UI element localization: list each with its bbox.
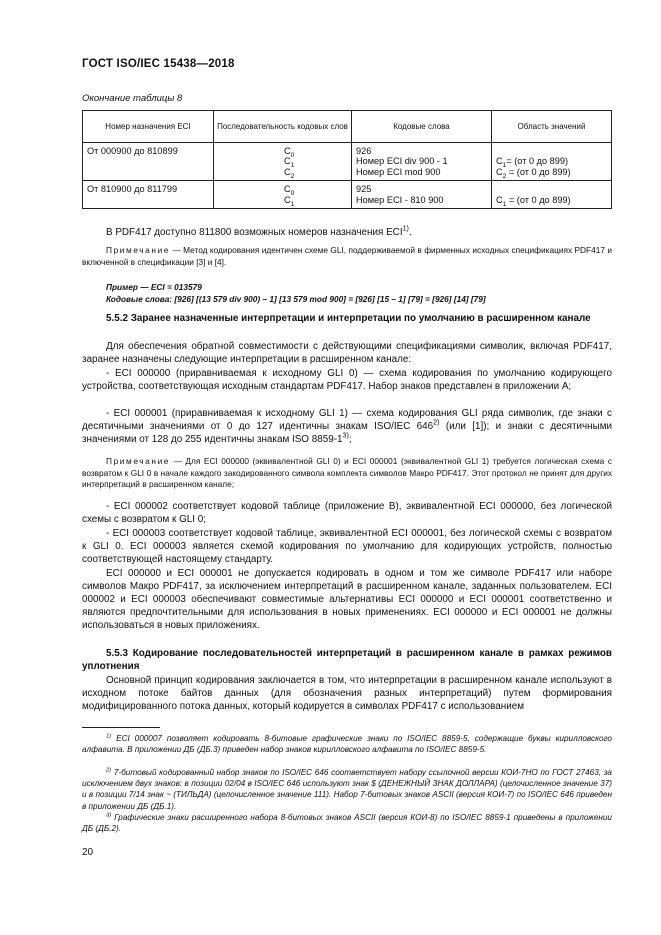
footnote xyxy=(82,812,612,834)
note-label: Примечание xyxy=(106,245,171,255)
paragraph: - ECI 000000 (приравниваемая к исходному GLI 0) — схема кодирования по умолчанию кодирующего устройства, соответствующая исходным стандартам PDF417. Набор знаков представлен в приложении А; xyxy=(82,368,612,393)
cell-range: От 810900 до 811799 xyxy=(83,181,214,209)
codeword-symbol: $C_2$ xyxy=(284,166,295,180)
domain-value: $C_1 = (от$ 0 до 899) xyxy=(496,194,571,208)
table-row xyxy=(83,143,612,181)
footnote-text: Графические знаки расширенного набора 8-битовых знаков ASCII (версия КОИ-8) по ISO/IEC 8859-1 приведены в приложении ДБ (ДБ.2). xyxy=(82,813,612,834)
footnote-mark: 2) xyxy=(106,767,112,774)
document-header: ГОСТ ISO/IEC 15438—2018 xyxy=(82,58,235,70)
footnote xyxy=(82,767,612,812)
section-heading: 5.5.3 Кодирование последовательностей интерпретаций в расширенном канале в рамках режимов уплотнения xyxy=(82,648,612,673)
domain-value xyxy=(496,146,607,156)
footnote-ref: 3) xyxy=(342,431,349,440)
col-header-range: Область значений xyxy=(492,111,612,143)
domain-value xyxy=(496,184,607,194)
codeword-value: Номер ECI - 810 900 xyxy=(356,194,444,205)
cell-sequence xyxy=(214,181,352,209)
table-caption: Окончание таблицы 8 xyxy=(82,93,183,104)
domain-value: $C_1= (от$ 0 до 899) xyxy=(496,156,569,170)
codeword-value: 926 xyxy=(356,146,372,156)
cell-domain xyxy=(492,181,612,209)
cell-sequence xyxy=(214,143,352,181)
example-line: Пример — ECI = 013579 xyxy=(106,282,202,292)
note-label: Примечание xyxy=(106,456,171,466)
section-heading: 5.5.2 Заранее назначенные интерпретации и интерпретации по умолчанию в расширенном канале xyxy=(106,313,591,324)
paragraph xyxy=(82,407,612,446)
cell-domain xyxy=(492,143,612,181)
note-text: — Для ECI 000000 (эквивалентной GLI 0) и ECI 000001 (эквивалентной GLI 1) требуется логическая схема с возвратом к GLI 0 в начале каждого закодированного символа комплекта символов Макро PDF417. Этот протокол не принят для других интерпретаций в расширенном канале; xyxy=(82,456,612,490)
codeword-value: Номер ECI mod 900 xyxy=(356,166,441,177)
domain-value: $C_2 = (от$ 0 до 899) xyxy=(496,166,571,180)
eci-table xyxy=(82,110,612,209)
cell-codewords xyxy=(352,181,492,209)
codeword-value: Номер ECI div 900 - 1 xyxy=(356,156,448,167)
codeword-symbol: $C_0$ xyxy=(284,146,295,159)
note-text: — Метод кодирования идентичен схеме GLI, поддерживаемой в фирменных исходных спецификациях PDF417 и включенной в спецификации [3] и [4]. xyxy=(82,245,612,267)
cell-codewords xyxy=(352,143,492,181)
footnote-mark: 1) xyxy=(106,733,112,740)
codeword-symbol: $C_0$ xyxy=(284,184,295,198)
paragraph-text: В PDF417 доступно 811800 возможных номеров назначения ECI xyxy=(106,227,403,238)
cell-range: От 000900 до 810899 xyxy=(83,143,214,181)
footnote-mark: 3) xyxy=(106,812,112,819)
paragraph-text: ; xyxy=(348,434,352,446)
example-line: Кодовые слова: [926] [(13 579 div 900) – 1] [13 579 mod 900] = [926] [15 – 1] [79] = [926] [14] [79] xyxy=(106,294,486,304)
paragraph-text: (или [1]); и знаки с десятичными значениями от 128 до 255 идентичны знакам ISO 8859-1 xyxy=(82,421,613,446)
footnote-text: ECI 000007 позволяет кодировать 8-битовые графические знаки по ISO/IEC 8859-5, содержащие буквы кирилловского алфавита. В приложении ДБ (ДБ.3) приведен набор знаков кирилловского алфавита по ISO/IEC 8859-5. xyxy=(82,734,612,755)
table-row xyxy=(83,181,612,209)
paragraph: Основной принцип кодирования заключается в том, что интерпретации в расширенном канале используют в исходном потоке байтов данных (для обозначения разных интерпретаций) путем формирования модифицированного потока данных, который кодируется в символах PDF417 с использованием xyxy=(82,675,612,713)
table-header-row xyxy=(83,111,612,143)
footnote xyxy=(82,733,612,755)
col-header-sequence: Последовательность кодовых слов xyxy=(214,111,352,143)
footnote-text: 7-битовый кодированный набор знаков по ISO/IEC 646 соответствует набору ссылочной версии КОИ-7НО по ГОСТ 27463, за исключением двух знаков: в позиции 02/04 в ISO/IEC 646 используют знак $ (ДЕНЕЖНЫЙ ЗНАК ДОЛЛАРА) (целочисленное значение 37) и в позиции 7/14 знак ~ (ТИЛЬДА) (целочисленное значение 111). Набор 7-битовых знаков ASCII (версия КОИ-7) по ISO/IEC 646 приведен в приложении ДБ (ДБ.1). xyxy=(82,768,612,811)
footnote-separator xyxy=(82,727,160,728)
paragraph: - ECI 000002 соответствует кодовой таблице (приложение В), эквивалентной ECI 000000, без логической схемы с возвратом к GLI 0; xyxy=(82,501,612,526)
paragraph: Для обеспечения обратной совместимости с действующими спецификациями символик, включая PDF417, заранее назначены следующие интерпретации в расширенном канале: xyxy=(82,341,612,366)
paragraph-text: . xyxy=(408,227,412,238)
paragraph xyxy=(82,226,612,239)
codeword-value: 925 xyxy=(356,184,372,195)
page-number: 20 xyxy=(82,847,94,858)
paragraph: ECI 000000 и ECI 000001 не допускается кодировать в одном и том же символе PDF417 или наборе символов Макро PDF417, за исключением интерпретаций в расширенном канале, заданных пользователем. ECI 000002 и ECI 000003 обеспечивают совместимые альтернативы ECI 000000 и ECI 000001 соответственно и являются предпочтительными для использования в новых применениях. ECI 000000 и ECI 000001 не должны использоваться в новых приложениях. xyxy=(82,568,612,632)
codeword-symbol: $C_1$ xyxy=(284,194,295,208)
paragraph: - ECI 000003 соответствует кодовой таблице, эквивалентной ECI 000001, без логической схемы с возвратом к GLI 0. ECI 000003 является схемой кодирования по умолчанию для кодирующих устройств, полностью соответствующей настоящему стандарту. xyxy=(82,528,612,566)
footnote-ref: 1) xyxy=(402,224,409,233)
paragraph-text: - ECI 000001 (приравниваемая к исходному GLI 1) — схема кодирования GLI ряда символик, где знаки с десятичными значениями от 0 до 127 идентичны знакам ISO/IEC 646 xyxy=(82,408,612,433)
col-header-eci: Номер назначения ECI xyxy=(83,111,214,143)
note xyxy=(82,456,612,491)
col-header-codewords: Кодовые слова xyxy=(352,111,492,143)
codeword-symbol: $C_1$ xyxy=(284,156,295,170)
note xyxy=(82,245,612,268)
footnote-ref: 2) xyxy=(433,418,440,427)
